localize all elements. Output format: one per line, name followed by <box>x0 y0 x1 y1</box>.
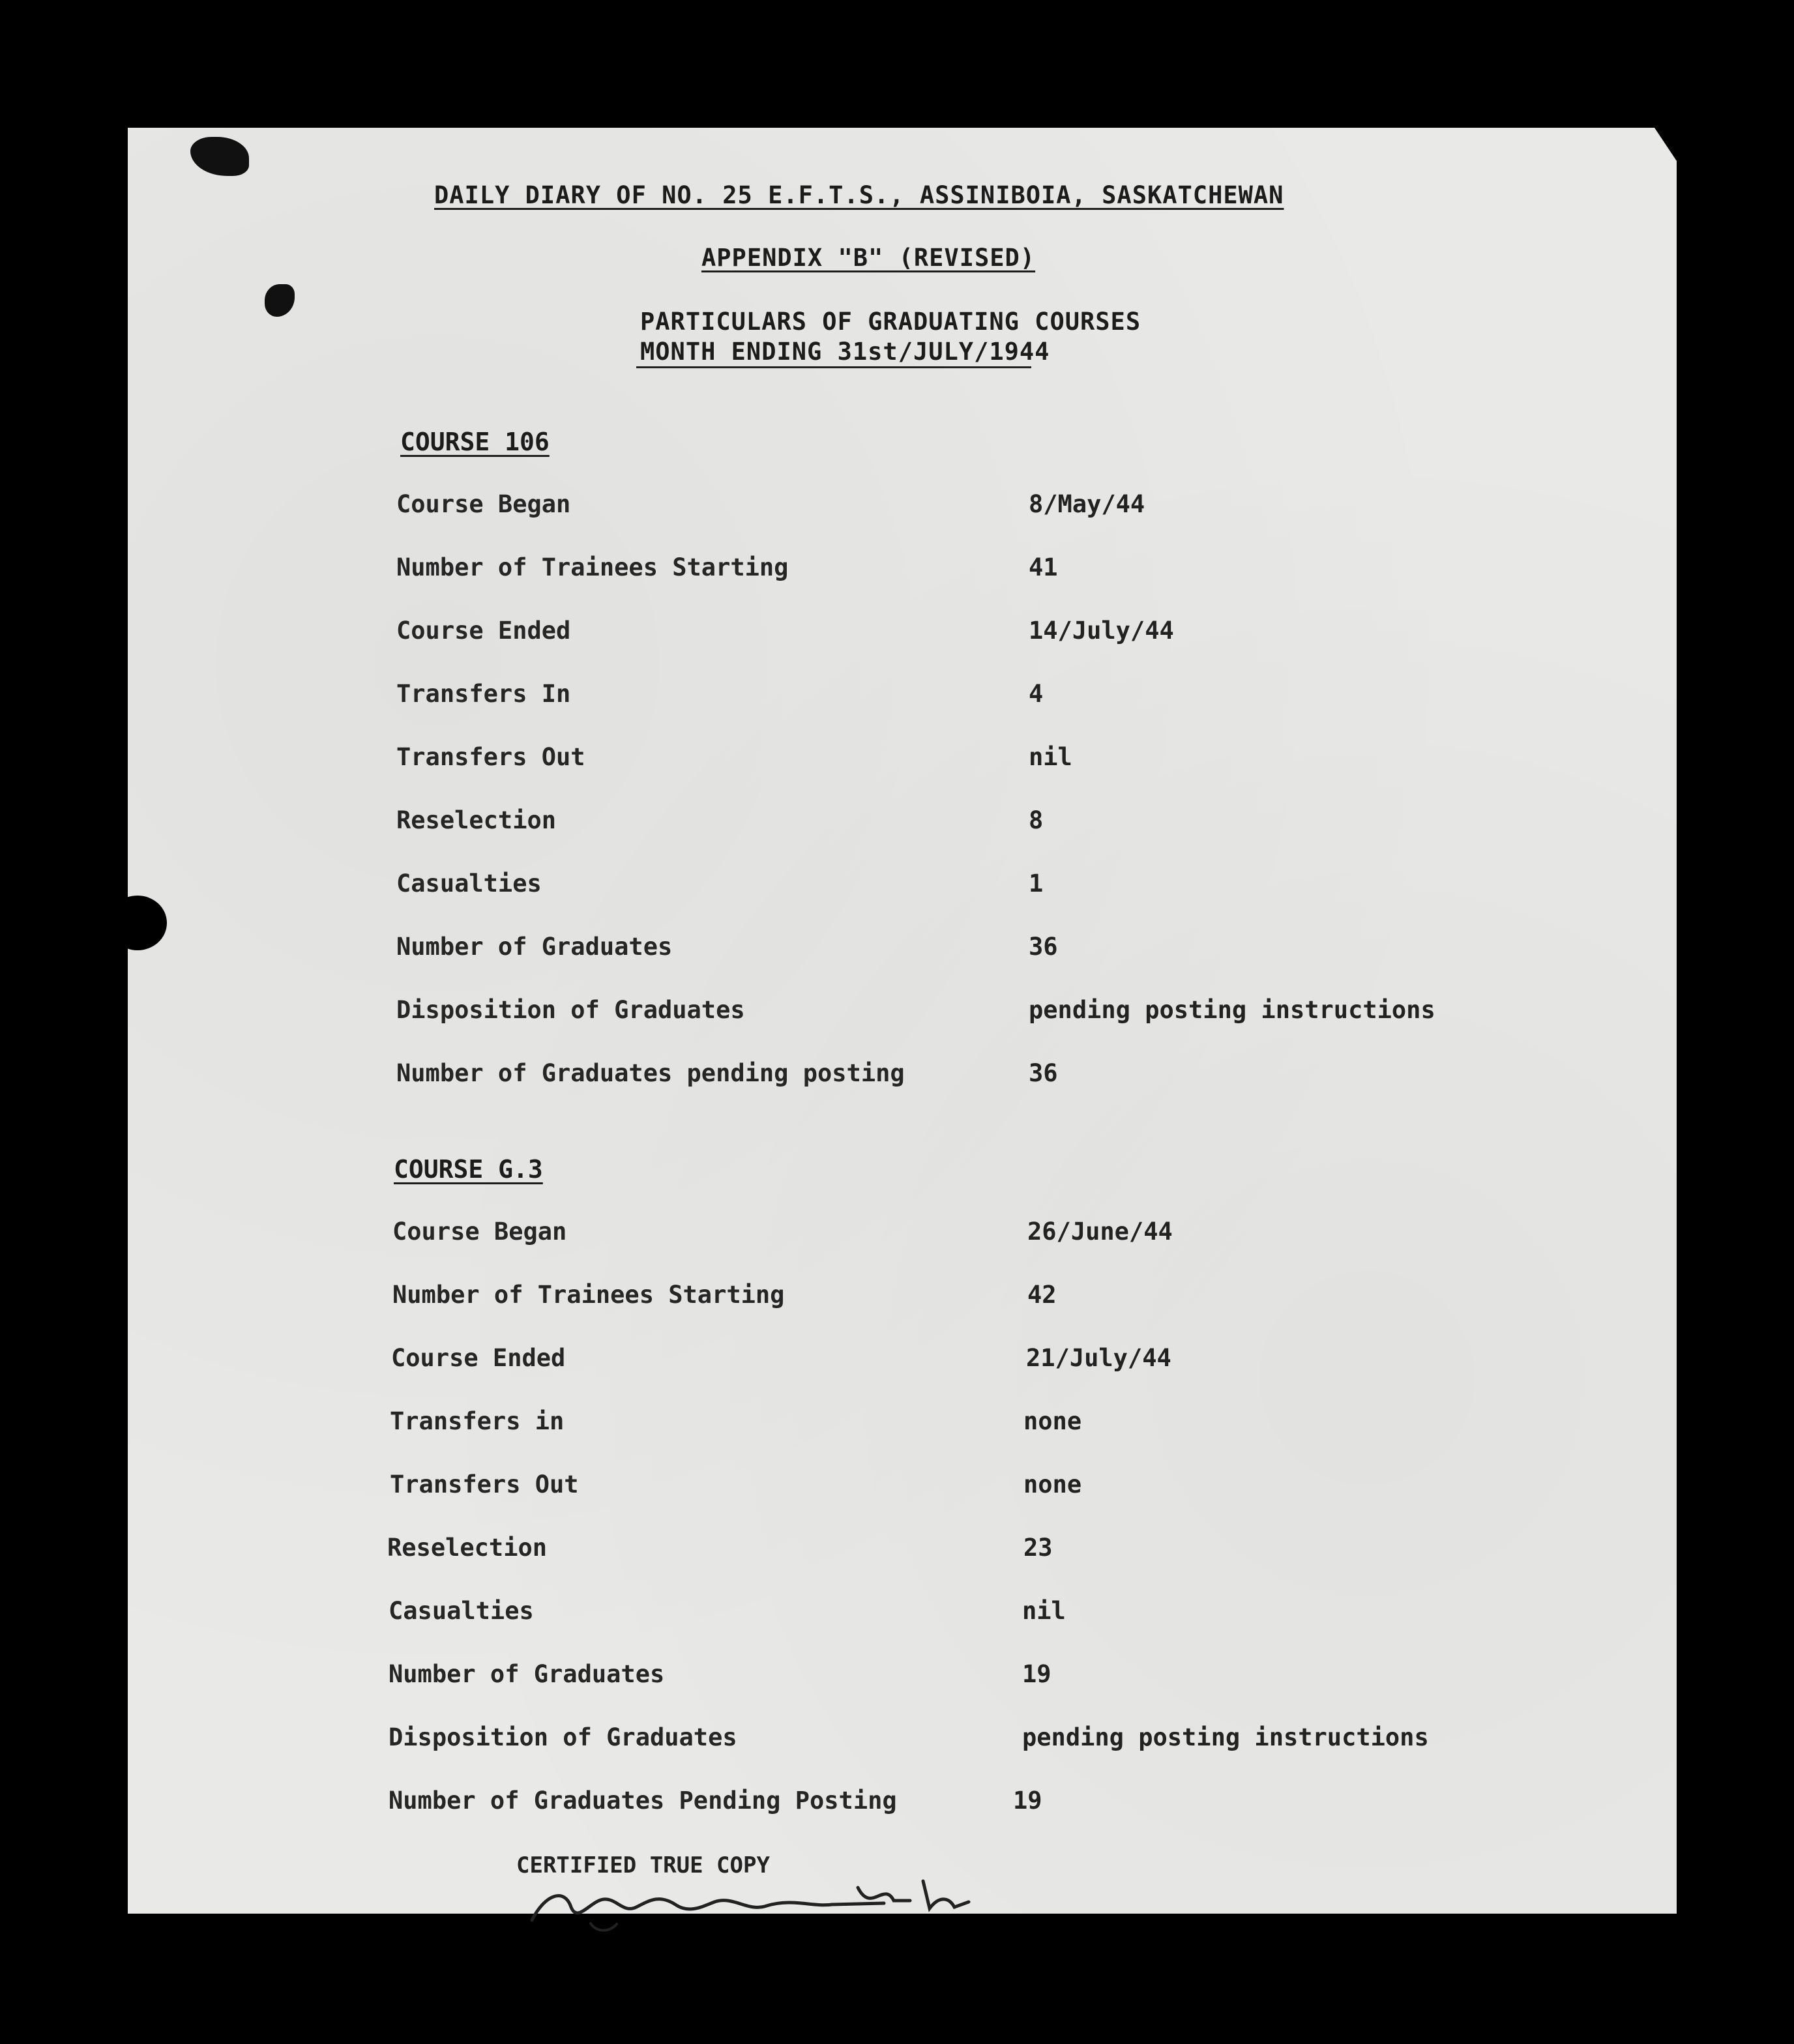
row-label: Course Began <box>396 490 571 518</box>
course-row <box>128 1407 1677 1446</box>
course-row <box>128 1281 1677 1320</box>
course-row <box>128 1660 1677 1699</box>
course-row <box>128 617 1677 656</box>
appendix-heading: APPENDIX "B" (REVISED) <box>701 244 1036 272</box>
row-value: pending posting instructions <box>1029 996 1435 1024</box>
row-value: none <box>1023 1470 1082 1498</box>
course-title: COURSE 106 <box>400 428 550 456</box>
row-value: 41 <box>1029 553 1058 581</box>
course-row <box>128 1534 1677 1573</box>
row-value: 1 <box>1029 869 1044 898</box>
row-value: 4 <box>1029 680 1044 708</box>
row-label: Disposition of Graduates <box>396 996 745 1024</box>
row-label: Reselection <box>387 1534 548 1562</box>
row-value: 23 <box>1023 1534 1053 1562</box>
course-row <box>128 1344 1677 1383</box>
course-row <box>128 553 1677 592</box>
row-label: Number of Graduates pending posting <box>396 1059 905 1087</box>
row-label: Transfers in <box>390 1407 565 1435</box>
course-row <box>128 743 1677 782</box>
course-row <box>128 1723 1677 1762</box>
document-page <box>128 128 1677 1914</box>
row-value: pending posting instructions <box>1022 1723 1429 1751</box>
row-value: 8 <box>1029 806 1044 834</box>
row-label: Casualties <box>389 1597 534 1625</box>
course-row <box>128 490 1677 529</box>
course-row <box>128 996 1677 1035</box>
row-label: Number of Graduates <box>389 1660 665 1688</box>
course-row <box>128 1787 1677 1826</box>
row-label: Transfers Out <box>396 743 585 771</box>
row-value: 21/July/44 <box>1026 1344 1171 1372</box>
course-row <box>128 933 1677 972</box>
row-label: Number of Trainees Starting <box>396 553 789 581</box>
row-value: 19 <box>1022 1660 1051 1688</box>
row-value: none <box>1023 1407 1082 1435</box>
row-label: Transfers In <box>396 680 571 708</box>
row-label: Number of Trainees Starting <box>392 1281 785 1309</box>
month-ending-heading: MONTH ENDING 31st/JULY/1944 <box>640 338 1050 366</box>
row-value: nil <box>1029 743 1072 771</box>
course-row <box>128 806 1677 845</box>
row-label: Disposition of Graduates <box>389 1723 737 1751</box>
row-value: 19 <box>1013 1787 1042 1815</box>
row-value: 36 <box>1029 933 1058 961</box>
course-row <box>128 869 1677 909</box>
course-row <box>128 1470 1677 1510</box>
course-row <box>128 1597 1677 1636</box>
row-value: 42 <box>1027 1281 1057 1309</box>
certified-stamp: CERTIFIED TRUE COPY <box>516 1852 770 1878</box>
row-label: Casualties <box>396 869 542 898</box>
row-label: Course Began <box>392 1218 567 1246</box>
row-label: Number of Graduates Pending Posting <box>389 1787 897 1815</box>
ink-blot <box>265 284 295 317</box>
row-label: Transfers Out <box>390 1470 579 1498</box>
particulars-heading: PARTICULARS OF GRADUATING COURSES <box>640 308 1141 336</box>
row-value: 26/June/44 <box>1027 1218 1173 1246</box>
course-row <box>128 680 1677 719</box>
course-row <box>128 1218 1677 1257</box>
row-value: 8/May/44 <box>1029 490 1145 518</box>
course-title: COURSE G.3 <box>394 1155 543 1184</box>
ink-blot <box>190 137 249 176</box>
row-label: Number of Graduates <box>396 933 673 961</box>
document-title: DAILY DIARY OF NO. 25 E.F.T.S., ASSINIBOIA, SASKATCHEWAN <box>434 181 1284 209</box>
row-value: nil <box>1022 1597 1066 1625</box>
handwritten-signature <box>519 1862 1106 1940</box>
heading-underline <box>636 366 1031 368</box>
page-corner-fold <box>1654 128 1681 167</box>
row-label: Course Ended <box>391 1344 566 1372</box>
row-value: 36 <box>1029 1059 1058 1087</box>
row-label: Reselection <box>396 806 557 834</box>
row-label: Course Ended <box>396 617 571 645</box>
row-value: 14/July/44 <box>1029 617 1174 645</box>
course-row <box>128 1059 1677 1098</box>
